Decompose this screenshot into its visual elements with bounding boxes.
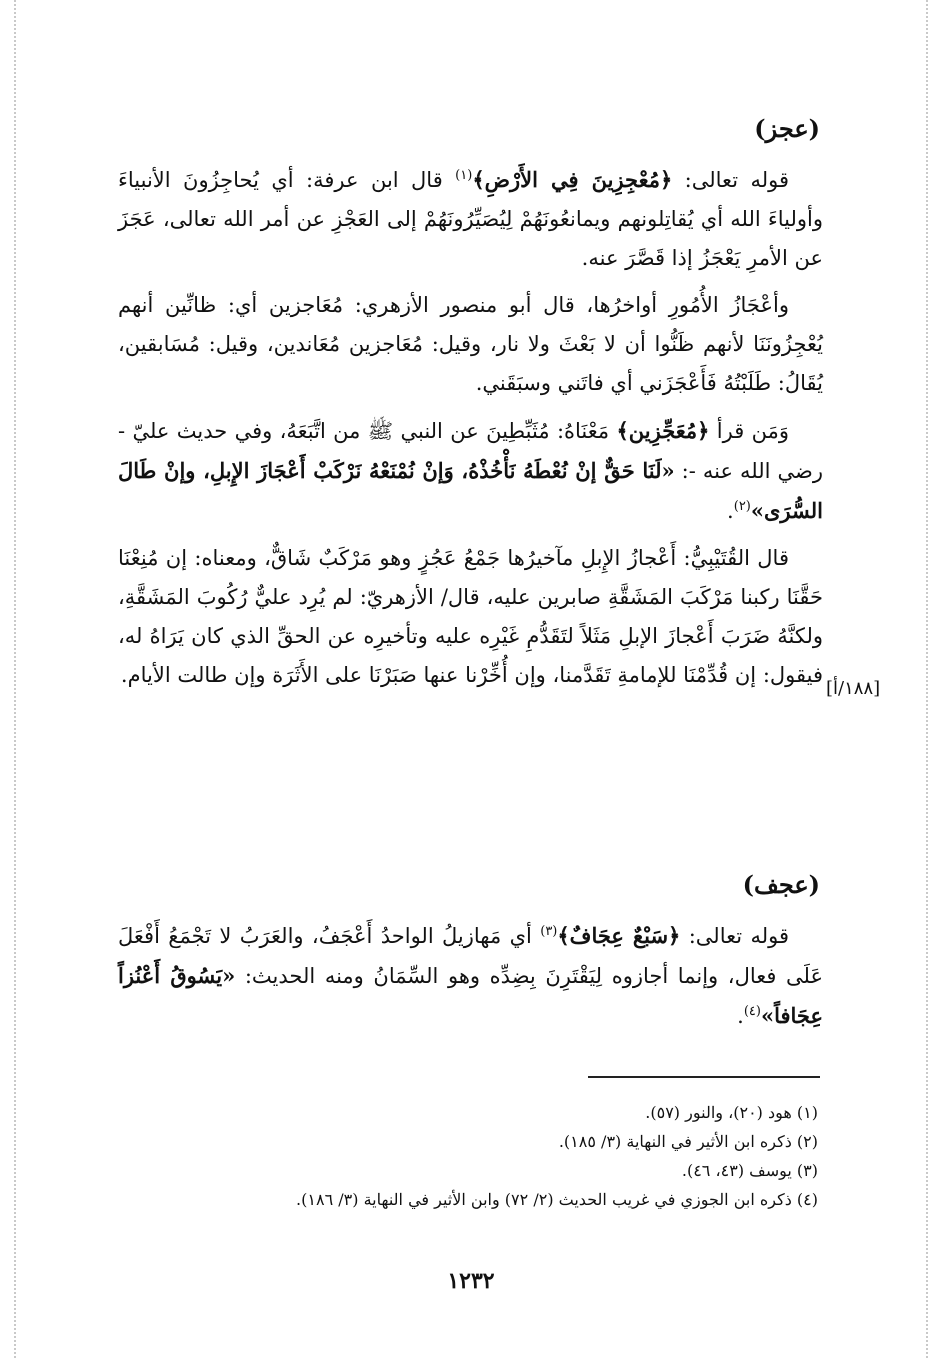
section-ajz-body	[118, 160, 823, 695]
paragraph-text: .	[727, 499, 734, 523]
footnote-3: (٣) يوسف (٤٣، ٤٦).	[681, 1161, 818, 1180]
footnote-1: (١) هود (٢٠)، والنور (٥٧).	[645, 1103, 818, 1122]
paragraph-text: وأعْجَازُ الأُمُورِ أواخرُها، قال أبو منصور الأزهري: مُعَاجزين أي: ظانِّين أنهم يُعْجِزُونَنَا لأنهم ظَنُّوا أن لا بَعْثَ ولا نار، وقيل: مُعَاجزين مُعَاندين، وقيل: مُسَابقين، يُقَالُ: طَلَبْتُهُ فَأَعْجَزَني أي فاتَني وسبَقَني.	[118, 293, 823, 395]
paragraph-text: أي مَهازيلُ الواحدُ أَعْجَفُ، والعَرَبُ لا تَجْمَعُ أَفْعَلَ عَلَى فعال، وإنما أجازوه لِيَقْتَرِنَ بِضِدِّه وهو السِّمَانُ ومنه الحديث:	[118, 924, 823, 988]
manuscript-folio-reference: [١٨٨/أ]	[826, 678, 881, 699]
page-number: ١٢٣٢	[447, 1268, 495, 1294]
footnote-separator	[588, 1076, 820, 1078]
paragraph-3	[118, 411, 823, 531]
quran-quote: ﴿مُعَجِّزِين﴾	[616, 418, 710, 443]
footnote-marker[interactable]: (٤)	[743, 1004, 761, 1019]
paragraph-text: قوله تعالى:	[672, 168, 789, 192]
section-heading-ajz: (عجز)	[754, 114, 820, 143]
quran-quote: ﴿سَبْعٌ عِجَافٌ﴾	[557, 923, 681, 948]
paragraph-text: قال ابن عرفة: أي يُحاجِزُونَ الأنبياءَ وأولياءَ الله أي يُقاتِلونهم ويمانعُونَهُمْ لِيُصَيِّرُونَهُمْ إلى العَجْزِ عن أمر الله تعالى، عَجَزَ عن الأمرِ يَعْجَزُ إذا قَصَّرَ عنه.	[118, 168, 823, 270]
footnotes	[118, 1098, 818, 1214]
paragraph-text: .	[737, 1004, 744, 1028]
paragraph-text: وَمَن قرأ	[709, 419, 789, 443]
left-dotted-margin	[14, 0, 16, 1358]
section-heading-ajf: (عجف)	[742, 870, 820, 899]
paragraph-4	[118, 539, 823, 695]
paragraph-text: قوله تعالى:	[680, 924, 789, 948]
section-ajf-body	[118, 916, 823, 1036]
paragraph-5	[118, 916, 823, 1036]
footnote-marker[interactable]: (٢)	[733, 499, 751, 514]
paragraph-text: قال القُتَيْبِيُّ: أَعْجازُ الإِبلِ مآخيرُها جَمْعُ عَجُزٍ وهو مَرْكَبٌ شَاقٌّ، ومعناه: إن مُنِعْنَا حَقَّنَا ركبنا مَرْكَبَ المَشَقَّةِ صابرين عليه، قال/ الأزهريّ: لم يُرِد عليٌّ رُكُوبَ المَشَقَّةِ، ولكنَّهُ ضَرَبَ أَعْجازَ الإبلِ مَثَلاً لتَقَدُّمِ غَيْرِه عليه وتأخيرِه عن الحقِّ الذي كان يَرَاهُ له، فيقول: إن قُدِّمْنَا للإمامةِ تَقَدَّمنا، وإن أُخِّرْنا عنها صَبَرْنَا على الأَثَرَة وإن طالت الأيام.	[118, 546, 823, 687]
paragraph-text: مَعْنَاهُ: مُثَبِّطِينَ عن النبي ﷺ من اتَّبَعَهُ، وفي حديث عليّ - رضي الله عنه -:	[118, 419, 823, 483]
footnote-marker[interactable]: (١)	[455, 168, 473, 183]
hadith-quote: «يَسُوقُ أَعْنُزاً عِجَافاً»	[118, 963, 823, 1028]
footnote-marker[interactable]: (٣)	[540, 924, 558, 939]
footnote-4: (٤) ذكره ابن الجوزي في غريب الحديث (٢/ ٧٢) وابن الأثير في النهاية (٣/ ١٨٦).	[296, 1190, 818, 1209]
right-dotted-margin	[926, 0, 928, 1358]
paragraph-1	[118, 160, 823, 278]
paragraph-2	[118, 286, 823, 403]
quran-quote: ﴿مُعْجِزِينَ فِي الأَرْضِ﴾	[472, 167, 673, 192]
footnote-2: (٢) ذكره ابن الأثير في النهاية (٣/ ١٨٥).	[558, 1132, 818, 1151]
hadith-quote: «لَنَا حَقٌّ إنْ نُعْطَهُ نَأْخُذْهُ، وَإنْ نُمْنَعْهُ نَرْكَبْ أَعْجَازَ الإِبلِ، وإنْ طَالَ السُّرَى»	[118, 458, 823, 523]
